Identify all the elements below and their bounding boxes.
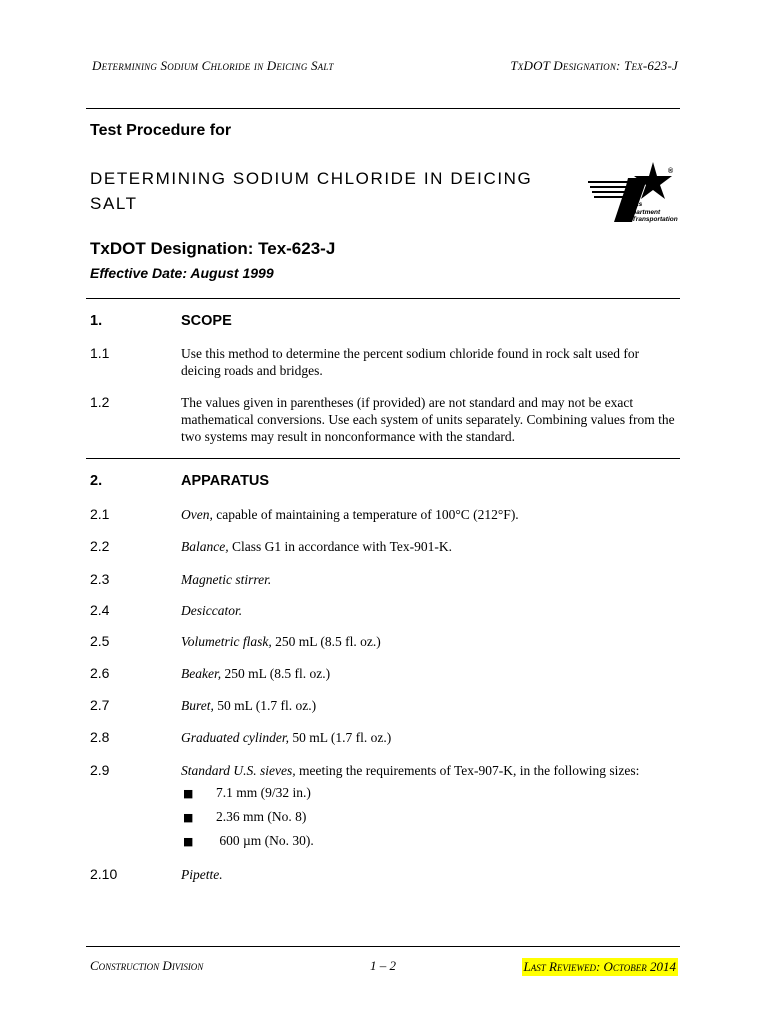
clause-number: 1.1 — [90, 345, 110, 361]
apparatus-item-desiccator — [181, 602, 681, 619]
apparatus-name: Balance, — [181, 539, 229, 554]
apparatus-name: Pipette. — [181, 867, 223, 882]
logo-wordmark — [624, 201, 678, 224]
clause-number: 2.4 — [90, 602, 110, 618]
apparatus-item-stirrer — [181, 571, 681, 588]
section-title-apparatus: APPARATUS — [181, 473, 270, 489]
clause-number: 1.2 — [90, 394, 110, 410]
apparatus-detail: 50 mL (1.7 fl. oz.) — [213, 698, 317, 713]
effective-date: Effective Date: August 1999 — [90, 265, 274, 281]
clause-text: The values given in parentheses (if provided) are not standard and may not be exact mathematical conversions. Use each system of units separately. Combining values from the two systems may result in nonconformance with the standard. — [181, 395, 675, 444]
txdot-logo — [586, 160, 682, 232]
apparatus-item-balance — [181, 538, 681, 555]
apparatus-detail: 250 mL (8.5 fl. oz.) — [271, 634, 381, 649]
bullet-square-icon: ■ — [183, 835, 194, 848]
header-rule — [86, 108, 680, 109]
title-kicker: Test Procedure for — [90, 122, 232, 139]
apparatus-name: Graduated cylinder, — [181, 730, 289, 745]
running-header-designation: TxDOT Designation: Tex-623-J — [510, 58, 678, 73]
apparatus-detail: capable of maintaining a temperature of 100°C (212°F). — [212, 507, 519, 522]
registered-mark: ® — [668, 168, 674, 175]
apparatus-name: Volumetric flask, — [181, 634, 272, 649]
clause-text: Use this method to determine the percent sodium chloride found in rock salt used for deicing roads and bridges. — [181, 346, 640, 378]
apparatus-detail: Class G1 in accordance with Tex-901-K. — [228, 539, 452, 554]
apparatus-name: Desiccator. — [181, 603, 243, 618]
apparatus-name: Standard U.S. sieves, — [181, 763, 296, 778]
designation-heading: TxDOT Designation: Tex-623-J — [90, 239, 336, 258]
bullet-square-icon: ■ — [183, 811, 194, 824]
apparatus-name: Buret, — [181, 698, 214, 713]
apparatus-detail: 50 mL (1.7 fl. oz.) — [288, 730, 392, 745]
apparatus-detail: 250 mL (8.5 fl. oz.) — [221, 666, 331, 681]
apparatus-item-buret — [181, 697, 681, 714]
apparatus-item-pipette — [181, 866, 681, 883]
clause-number: 2.9 — [90, 762, 110, 778]
section-number-apparatus: 2. — [90, 473, 103, 489]
section-title-scope: SCOPE — [181, 313, 232, 329]
clause-number: 2.8 — [90, 729, 110, 745]
last-reviewed-date: Last Reviewed: October 2014 — [523, 959, 676, 974]
apparatus-name: Beaker, — [181, 666, 222, 681]
sieve-size: 7.1 mm (9/32 in.) — [216, 785, 311, 800]
logo-text-texas: Texas — [624, 201, 643, 208]
clause-number: 2.3 — [90, 571, 110, 587]
clause-number: 2.5 — [90, 633, 110, 649]
footer-rule — [86, 946, 680, 947]
clause-number: 2.6 — [90, 665, 110, 681]
apparatus-item-oven — [181, 506, 681, 523]
bullet-square-icon: ■ — [183, 787, 194, 800]
apparatus-detail: meeting the requirements of Tex-907-K, in the following sizes: — [295, 763, 640, 778]
clause-number: 2.10 — [90, 866, 118, 882]
apparatus-item-flask — [181, 633, 681, 650]
apparatus-item-sieves — [181, 762, 681, 779]
title-rule — [86, 298, 680, 299]
section-number-scope: 1. — [90, 313, 103, 329]
apparatus-item-beaker — [181, 665, 681, 682]
sieve-size: 2.36 mm (No. 8) — [216, 809, 307, 824]
sieve-size: 600 µm (No. 30). — [216, 833, 314, 848]
apparatus-name: Magnetic stirrer. — [181, 572, 272, 587]
document-title-line2: SALT — [90, 194, 138, 213]
apparatus-item-cylinder — [181, 729, 681, 746]
running-header-title: Determining Sodium Chloride in Deicing Salt — [92, 58, 334, 73]
logo-text-transportation: of Transportation — [624, 216, 678, 223]
page-number: 1 – 2 — [370, 958, 396, 973]
clause-number: 2.2 — [90, 538, 110, 554]
section-rule — [86, 458, 680, 459]
apparatus-name: Oven, — [181, 507, 213, 522]
clause-number: 2.7 — [90, 697, 110, 713]
logo-text-department: Department — [624, 208, 661, 216]
clause-number: 2.1 — [90, 506, 110, 522]
document-title-line1: DETERMINING SODIUM CHLORIDE IN DEICING — [90, 169, 533, 188]
footer-division: Construction Division — [90, 958, 204, 973]
